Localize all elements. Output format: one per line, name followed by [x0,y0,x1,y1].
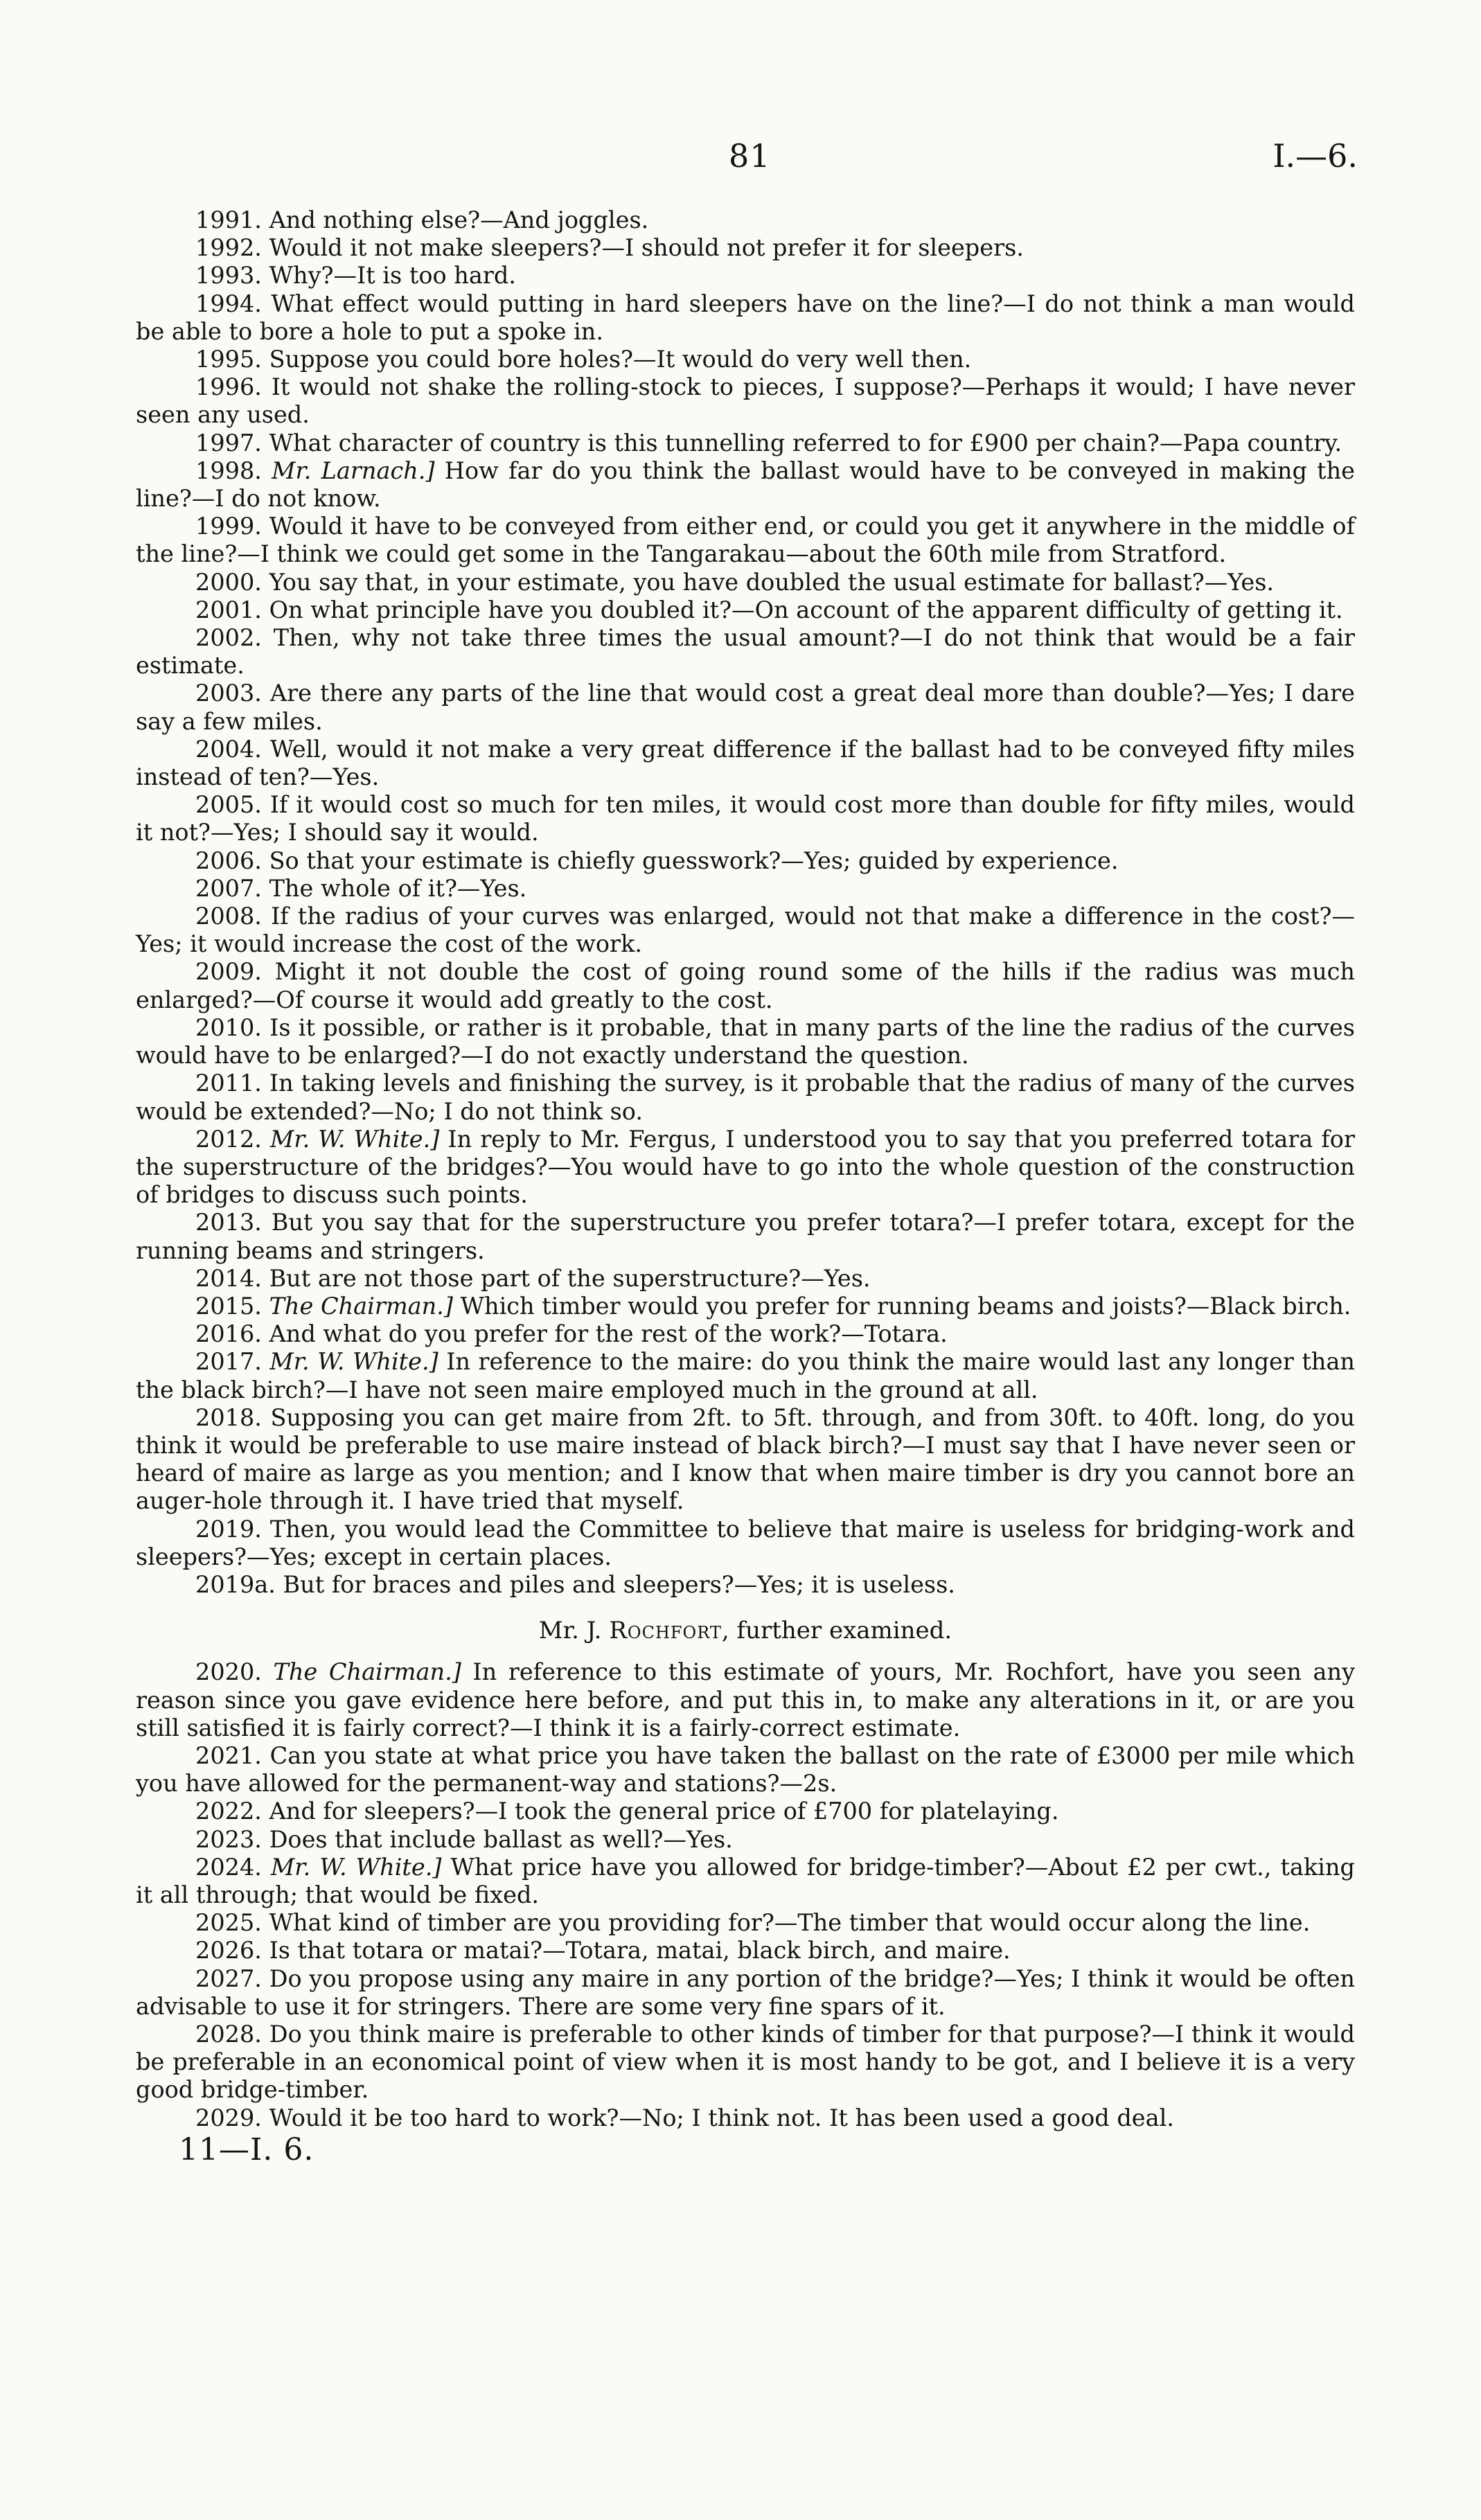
question-paragraph [136,346,1355,373]
question-text: What price have you allowed for bridge-timber?—About £2 per cwt., taking it all through; that would be fixed. [136,1853,1355,1908]
question-text: What kind of timber are you providing for?—The timber that would occur along the line. [269,1909,1311,1937]
question-text: In taking levels and finishing the survey, is it probable that the radius of many of the curves would be extended?—No; I do not think so. [136,1070,1355,1125]
question-text: Well, would it not make a very great difference if the ballast had to be conveyed fifty miles instead of ten?—Yes. [136,735,1355,791]
question-number: 1996. [195,373,262,401]
question-text: On what principle have you doubled it?—On account of the apparent difficulty of getting it. [269,596,1343,623]
question-paragraph [136,1265,1355,1293]
question-paragraph [136,1798,1355,1825]
question-number: 2011. [195,1070,262,1097]
question-number: 2024. [195,1853,262,1881]
section-prefix: Mr. J. [538,1617,602,1645]
question-text: Would it not make sleepers?—I should not prefer it for sleepers. [269,234,1024,262]
question-number: 2006. [195,846,262,874]
questions-block-b [136,1658,1355,2131]
question-paragraph [136,429,1355,457]
question-paragraph [136,262,1355,290]
question-number: 2020. [195,1658,262,1686]
question-paragraph [136,1742,1355,1798]
question-text: Why?—It is too hard. [269,262,516,290]
question-text: In reference to the maire: do you think the maire would last any longer than the black birch?—I have not seen maire employed much in the ground at all. [136,1348,1355,1403]
question-text: And for sleepers?—I took the general price of £700 for platelaying. [269,1798,1059,1825]
question-paragraph [136,680,1355,735]
speaker-label: The Chairman.] [273,1658,461,1686]
question-paragraph [136,875,1355,903]
question-text: Can you state at what price you have taken the ballast on the rate of £3000 per mile which you have allowed for the permanent-way and stations?—2s. [136,1741,1355,1798]
question-text: If the radius of your curves was enlarged, would not that make a difference in the cost?—Yes; it would increase the cost of the work. [136,903,1355,958]
question-paragraph [136,736,1355,791]
witness-name: Rochfort [609,1617,722,1645]
question-paragraph [136,1209,1355,1264]
question-text: You say that, in your estimate, you have doubled the usual estimate for ballast?—Yes. [269,568,1275,596]
question-text: It would not shake the rolling-stock to pieces, I suppose?—Perhaps it would; I have never seen any used. [136,373,1355,429]
question-paragraph [136,569,1355,596]
question-paragraph [136,1126,1355,1209]
question-number: 2028. [195,2021,262,2048]
question-number: 2005. [195,791,262,819]
question-text: In reply to Mr. Fergus, I understood you to say that you preferred totara for the superstructure of the bridges?—You would have to go into the whole question of the construction of bridges to discuss such points. [136,1125,1355,1209]
question-number: 2018. [195,1403,262,1431]
question-number: 2019. [195,1515,262,1543]
question-number: 2019a. [195,1570,276,1598]
question-text: Does that include ballast as well?—Yes. [269,1825,733,1853]
speaker-label: Mr. W. White.] [269,1125,440,1153]
question-number: 2022. [195,1798,262,1825]
question-paragraph [136,1909,1355,1937]
question-text: Might it not double the cost of going round some of the hills if the radius was much enlarged?—Of course it would add greatly to the cost. [136,958,1355,1013]
question-number: 2002. [195,624,262,652]
question-paragraph [136,958,1355,1013]
question-paragraph [136,1404,1355,1516]
question-number: 2029. [195,2104,262,2131]
question-number: 1992. [195,234,262,262]
question-number: 1991. [195,206,262,233]
speaker-label: Mr. Larnach.] [272,456,435,484]
question-paragraph [136,2104,1355,2132]
question-paragraph [136,1965,1355,2021]
question-paragraph [136,290,1355,346]
question-paragraph [136,1348,1355,1403]
question-number: 2017. [195,1348,262,1376]
question-text: In reference to this estimate of yours, Mr. Rochfort, have you seen any reason since you gave evidence here before, and put this in, to make any alterations in it, or are you still satisfied it is fairly correct?—I think it is a fairly-correct estimate. [136,1658,1355,1741]
question-text: Do you think maire is preferable to other kinds of timber for that purpose?—I think it would be preferable in an economical point of view when it is most handy to be got, and I believe it is a very good bridge-timber. [136,2021,1355,2104]
question-text: Do you propose using any maire in any portion of the bridge?—Yes; I think it would be often advisable to use it for stringers. There are some very fine spars of it. [136,1964,1355,2020]
question-text: And nothing else?—And joggles. [269,206,649,233]
question-number: 1998. [195,456,262,484]
question-text: Suppose you could bore holes?—It would do very well then. [269,346,972,373]
question-number: 2013. [195,1209,262,1236]
question-number: 1993. [195,262,262,290]
question-number: 2010. [195,1013,262,1041]
section-suffix: , further examined. [721,1617,952,1645]
question-paragraph [136,624,1355,680]
question-paragraph [136,513,1355,568]
questions-block-a [136,206,1355,1599]
speaker-label: Mr. W. White.] [269,1348,438,1376]
speaker-label: Mr. W. White.] [271,1853,442,1881]
question-number: 1999. [195,513,262,540]
question-number: 2003. [195,680,262,707]
document-body [136,206,1356,2167]
question-text: Which timber would you prefer for running beams and joists?—Black birch. [460,1292,1351,1320]
section-heading [136,1617,1355,1644]
question-number: 2026. [195,1937,262,1964]
question-paragraph [136,1571,1355,1599]
question-paragraph [136,1070,1355,1125]
question-number: 2021. [195,1741,262,1769]
question-number: 2004. [195,735,262,763]
question-paragraph [136,1826,1355,1854]
question-text: So that your estimate is chiefly guesswork?—Yes; guided by experience. [269,846,1119,874]
question-paragraph [136,1014,1355,1070]
question-text: And what do you prefer for the rest of the work?—Totara. [269,1320,948,1348]
question-text: Would it be too hard to work?—No; I think not. It has been used a good deal. [269,2104,1174,2131]
question-paragraph [136,847,1355,875]
question-text: Then, why not take three times the usual amount?—I do not think that would be a fair estimate. [136,624,1355,680]
question-text: If it would cost so much for ten miles, it would cost more than double for fifty miles, would it not?—Yes; I should say it would. [136,791,1355,846]
question-paragraph [136,1854,1355,1909]
question-number: 2009. [195,958,262,986]
question-text: Is it possible, or rather is it probable, that in many parts of the line the radius of the curves would have to be enlarged?—I do not exactly understand the question. [136,1013,1355,1070]
question-paragraph [136,791,1355,846]
question-text: What character of country is this tunnelling referred to for £900 per chain?—Papa country. [269,429,1342,456]
question-paragraph [136,903,1355,958]
question-text: Supposing you can get maire from 2ft. to 5ft. through, and from 30ft. to 40ft. long, do you think it would be preferable to use maire instead of black birch?—I must say that I have never seen or heard of maire as large as you mention; and I know that when maire timber is dry you cannot bore an auger-hole through it. I have tried that myself. [136,1403,1355,1515]
question-paragraph [136,234,1355,262]
signature-mark: 11—I. 6. [179,2131,314,2167]
question-paragraph [136,457,1355,513]
question-number: 1995. [195,346,262,373]
question-paragraph [136,1658,1355,1742]
question-number: 2025. [195,1909,262,1937]
question-number: 2008. [195,903,262,930]
question-text: Then, you would lead the Committee to believe that maire is useless for bridging-work and sleepers?—Yes; except in certain places. [136,1515,1355,1570]
question-paragraph [136,2021,1355,2104]
question-paragraph [136,596,1355,624]
question-text: Are there any parts of the line that would cost a great deal more than double?—Yes; I dare say a few miles. [136,680,1355,735]
question-number: 1997. [195,429,262,456]
question-number: 2016. [195,1320,262,1348]
question-paragraph [136,1320,1355,1348]
question-number: 2027. [195,1964,262,1992]
question-text: But are not those part of the superstructure?—Yes. [269,1264,871,1292]
question-number: 2001. [195,596,262,623]
question-paragraph [136,1293,1355,1320]
question-number: 2000. [195,568,262,596]
question-number: 2023. [195,1825,262,1853]
question-text: What effect would putting in hard sleepers have on the line?—I do not think a man would be able to bore a hole to put a spoke in. [136,290,1355,345]
question-number: 2012. [195,1125,262,1153]
question-paragraph [136,1937,1355,1964]
speaker-label: The Chairman.] [269,1292,453,1320]
page-number: 81 [729,137,771,175]
question-text: The whole of it?—Yes. [269,874,527,902]
question-paragraph [136,1516,1355,1571]
question-text: Would it have to be conveyed from either end, or could you get it anywhere in the middle of the line?—I think we could get some in the Tangarakau—about the 60th mile from Stratford. [136,513,1355,568]
question-text: Is that totara or matai?—Totara, matai, black birch, and maire. [269,1937,1011,1964]
question-number: 2007. [195,874,262,902]
question-number: 1994. [195,290,262,317]
question-paragraph [136,206,1355,234]
question-number: 2015. [195,1292,262,1320]
question-text: But for braces and piles and sleepers?—Yes; it is useless. [283,1570,955,1598]
question-paragraph [136,373,1355,429]
question-text: How far do you think the ballast would have to be conveyed in making the line?—I do not know. [136,456,1356,513]
question-text: But you say that for the superstructure you prefer totara?—I prefer totara, except for the running beams and stringers. [136,1209,1355,1264]
document-reference: I.—6. [1272,137,1358,175]
question-number: 2014. [195,1264,262,1292]
